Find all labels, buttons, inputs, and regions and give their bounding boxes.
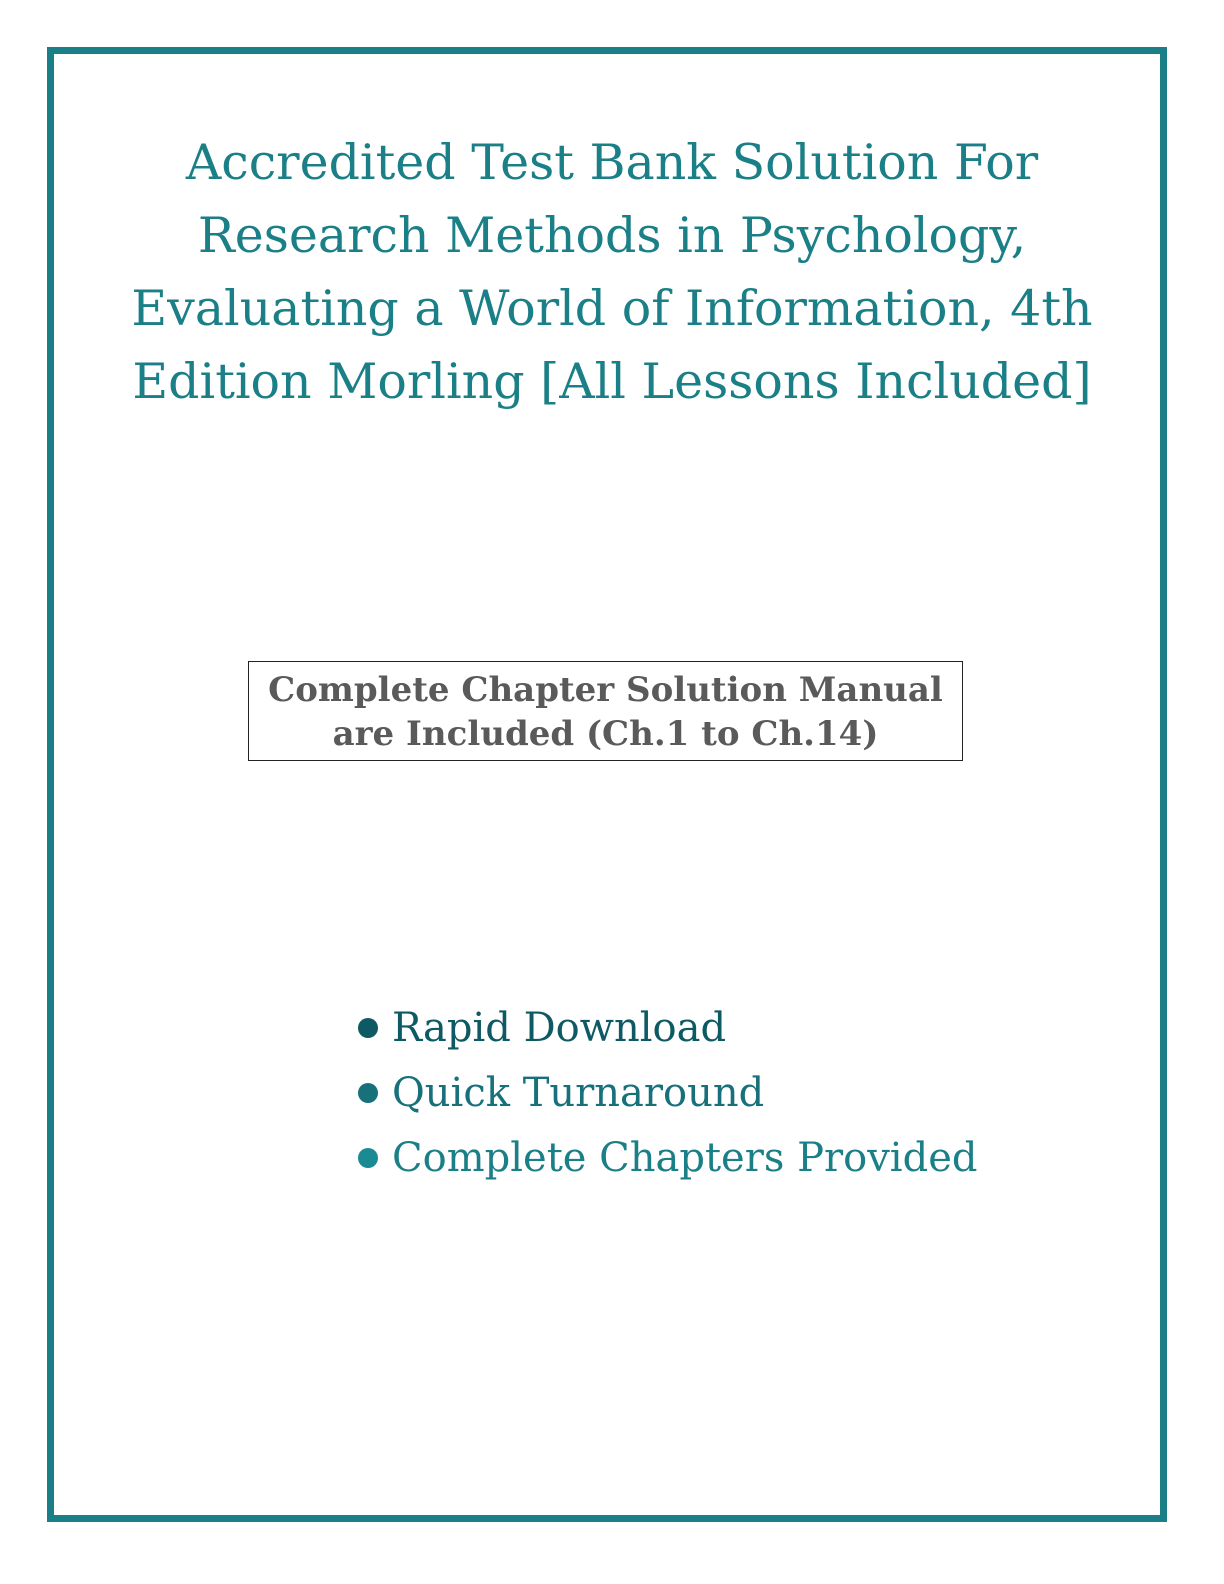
feature-item [358,1060,977,1125]
notice-line: are Included (Ch.1 to Ch.14) [332,714,879,754]
feature-item [358,1125,977,1190]
title-line: Evaluating a World of Information, 4th [131,280,1093,337]
feature-label: Rapid Download [392,1004,727,1051]
title-line: Research Methods in Psychology, [197,207,1027,264]
title-line: Accredited Test Bank Solution For [185,134,1039,191]
feature-list [358,995,977,1190]
feature-label: Quick Turnaround [392,1069,765,1116]
bullet-dot-icon [358,1083,378,1103]
title-line: Edition Morling [All Lessons Included] [132,353,1092,410]
feature-label: Complete Chapters Provided [392,1134,978,1181]
bullet-dot-icon [358,1148,378,1168]
solution-manual-notice [248,661,963,761]
bullet-dot-icon [358,1018,378,1038]
document-title [60,126,1164,418]
feature-item [358,995,977,1060]
notice-line: Complete Chapter Solution Manual [268,670,943,710]
